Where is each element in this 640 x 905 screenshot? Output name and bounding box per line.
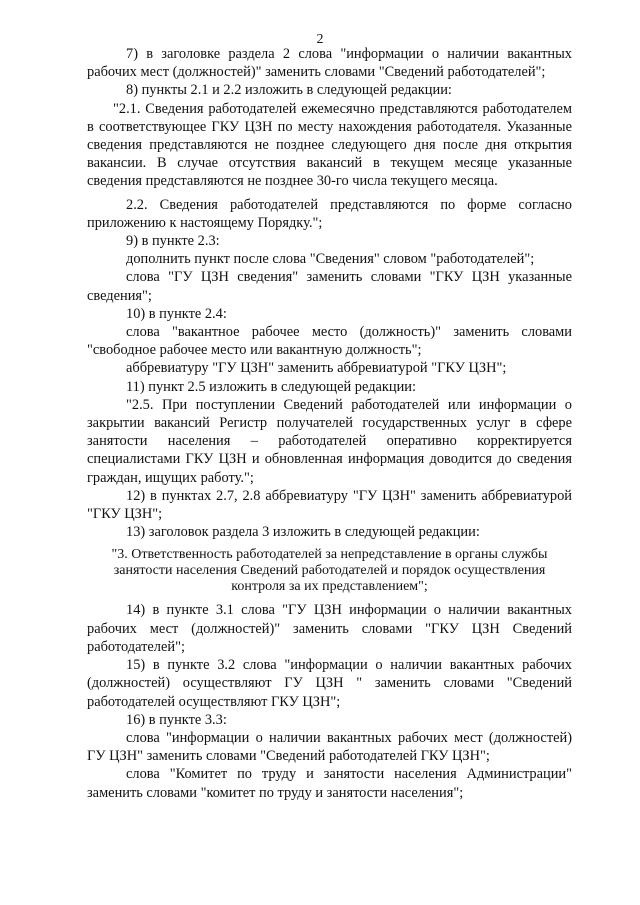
paragraph: 15) в пункте 3.2 слова "информации о наличии вакантных рабочих (должностей) осуществляют ГУ ЦЗН " заменить словами "Сведений работодателей осуществляют ГКУ ЦЗН"; <box>87 657 572 710</box>
paragraph: 2.2. Сведения работодателей представляются по форме согласно приложению к настоящему Порядку."; <box>87 196 572 231</box>
paragraph: "2.1. Сведения работодателей ежемесячно представляются работодателем в соответствующее ГКУ ЦЗН по месту нахождения работодателя. Указанные сведения представляются не позднее следующего дня после дня открытия вакансии. В случае отсутствия вакансий в текущем месяце указанные сведения представляются не позднее 30-го числа текущего месяца. <box>87 100 572 190</box>
paragraph: аббревиатуру "ГУ ЦЗН" заменить аббревиатурой "ГКУ ЦЗН"; <box>126 360 507 377</box>
paragraph: 8) пункты 2.1 и 2.2 изложить в следующей редакции: <box>126 82 452 99</box>
paragraph: 10) в пункте 2.4: <box>126 305 227 322</box>
paragraph: слова "ГУ ЦЗН сведения" заменить словами "ГКУ ЦЗН указанные сведения"; <box>87 269 572 304</box>
paragraph: слова "вакантное рабочее место (должность)" заменить словами "свободное рабочее место или вакантную должность"; <box>87 324 572 359</box>
paragraph: 12) в пунктах 2.7, 2.8 аббревиатуру "ГУ ЦЗН" заменить аббревиатурой "ГКУ ЦЗН"; <box>87 487 572 523</box>
paragraph: 14) в пункте 3.1 слова "ГУ ЦЗН информации о наличии вакантных рабочих мест (должностей)" заменить словами "ГКУ ЦЗН Сведений работодателей"; <box>87 602 572 655</box>
paragraph: дополнить пункт после слова "Сведения" словом "работодателей"; <box>126 251 535 268</box>
paragraph: 7) в заголовке раздела 2 слова "информации о наличии вакантных рабочих мест (должностей)" заменить словами "Сведений работодателей"; <box>87 46 572 81</box>
paragraph: 16) в пункте 3.3: <box>126 711 227 728</box>
page-number: 2 <box>316 32 324 47</box>
section-heading: "3. Ответственность работодателей за непредставление в органы службы занятости населения Сведений работодателей и порядок осуществления контроля за их представлением"; <box>111 547 548 595</box>
paragraph: слова "информации о наличии вакантных рабочих мест (должностей) ГУ ЦЗН" заменить словами "Сведений работодателей ГКУ ЦЗН"; <box>87 729 572 765</box>
paragraph: слова "Комитет по труду и занятости населения Администрации" заменить словами "комитет по труду и занятости населения"; <box>87 766 572 801</box>
paragraph: 13) заголовок раздела 3 изложить в следующей редакции: <box>126 524 480 541</box>
paragraph: 11) пункт 2.5 изложить в следующей редакции: <box>126 378 417 395</box>
paragraph: "2.5. При поступлении Сведений работодателей или информации о закрытии вакансий Регистр получателей государственных услуг в сфере занятости населения – работодателей оперативно корректируется специалистами ГКУ ЦЗН и обновленная информация доводится до сведения граждан, ищущих работу."; <box>87 396 572 486</box>
paragraph: 9) в пункте 2.3: <box>126 233 220 250</box>
document-body <box>87 45 572 802</box>
